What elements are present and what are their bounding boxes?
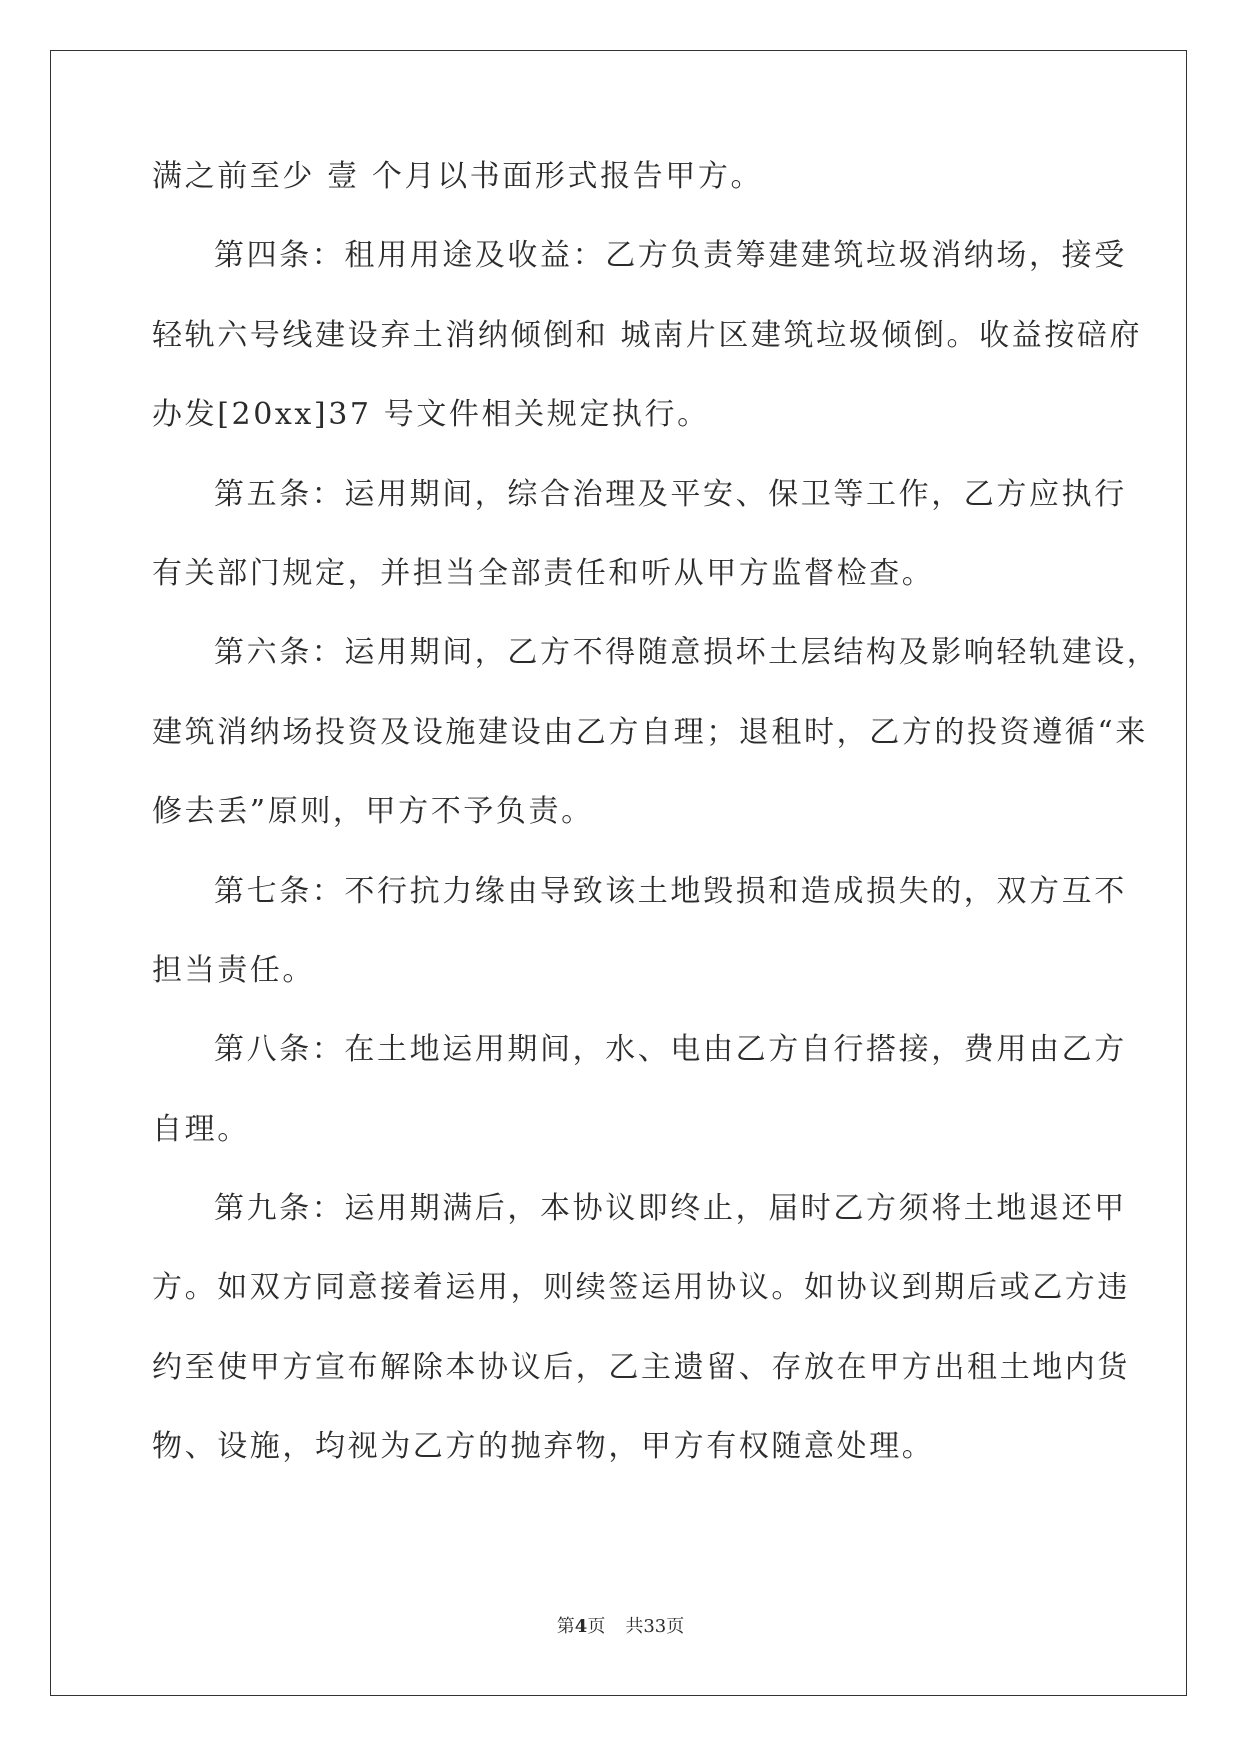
text-line: 办发[20xx]37 号文件相关规定执行。 <box>152 397 710 433</box>
document-body <box>152 155 1160 1505</box>
text-line: 第四条：租用用途及收益：乙方负责筹建建筑垃圾消纳场，接受 <box>214 238 1127 274</box>
text-line: 第六条：运用期间，乙方不得随意损坏土层结构及影响轻轨建设， <box>214 635 1160 671</box>
text-line: 轻轨六号线建设弃土消纳倾倒和 城南片区建筑垃圾倾倒。收益按碚府 <box>152 317 1143 353</box>
text-line: 建筑消纳场投资及设施建设由乙方自理；退租时，乙方的投资遵循“来 <box>152 714 1148 750</box>
text-line: 满之前至少 壹 个月以书面形式报告甲方。 <box>152 159 764 194</box>
text-line: 第五条：运用期间，综合治理及平安、保卫等工作，乙方应执行 <box>214 476 1127 512</box>
text-line: 第七条：不行抗力缘由导致该土地毁损和造成损失的，双方互不 <box>214 873 1127 909</box>
page-footer <box>0 1615 1241 1639</box>
text-line: 修去丢”原则，甲方不予负责。 <box>152 794 594 830</box>
text-line: 有关部门规定，并担当全部责任和听从甲方监督检查。 <box>152 555 935 591</box>
total-suffix: 页 <box>666 1616 685 1637</box>
text-line: 约至使甲方宣布解除本协议后，乙主遗留、存放在甲方出租土地内货 <box>152 1349 1130 1385</box>
text-line: 自理。 <box>152 1111 250 1147</box>
text-line: 物、设施，均视为乙方的抛弃物，甲方有权随意处理。 <box>152 1429 935 1465</box>
text-line: 第九条：运用期满后，本协议即终止，届时乙方须将土地退还甲 <box>214 1191 1127 1227</box>
text-line: 担当责任。 <box>152 952 315 988</box>
page-suffix: 页 <box>587 1616 606 1637</box>
total-prefix: 共 <box>625 1616 644 1637</box>
page-total: 33 <box>643 1616 667 1637</box>
page-current: 4 <box>574 1616 588 1637</box>
text-line: 方。如双方同意接着运用，则续签运用协议。如协议到期后或乙方违 <box>152 1270 1130 1306</box>
page-prefix: 第 <box>556 1616 575 1637</box>
text-line: 第八条：在土地运用期间，水、电由乙方自行搭接，费用由乙方 <box>214 1032 1127 1068</box>
